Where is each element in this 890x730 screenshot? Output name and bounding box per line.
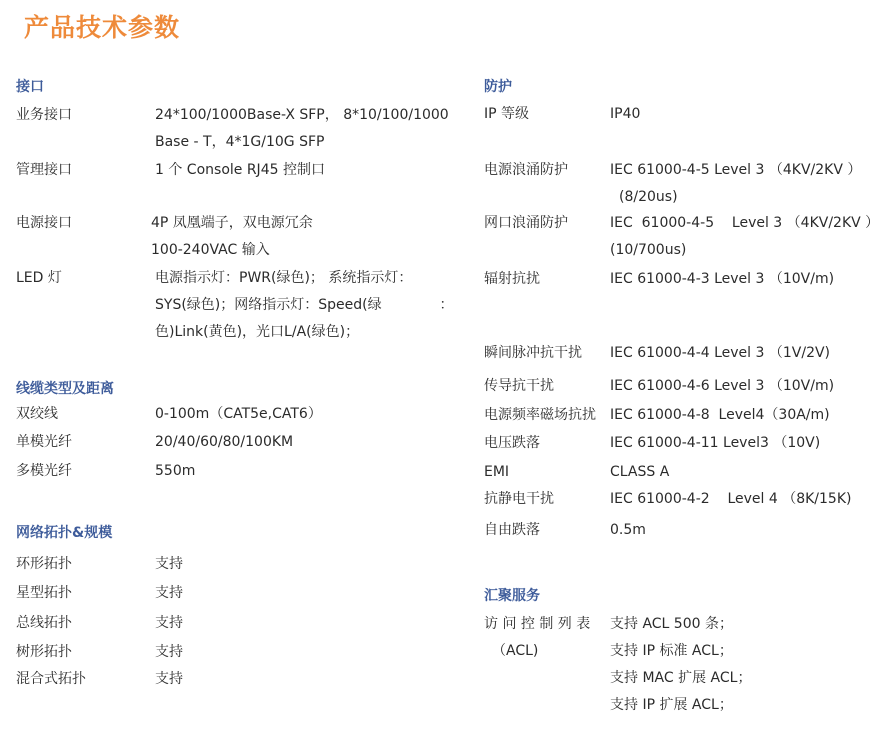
spec-value [610,430,890,457]
spec-value-line: 100-240VAC 输入 [151,242,270,258]
spec-value-line: 支持 IP 扩展 ACL； [610,697,733,713]
spec-label: EMI [484,464,510,480]
spec-label: 业务接口 [16,107,72,123]
spec-value-line: 色)Link(黄色)，光口L/A(绿色)； [155,324,360,340]
spec-value-line: IEC 61000-4-6 Level 3 （10V/m) [610,378,835,394]
spec-label: 单模光纤 [16,434,72,450]
spec-label: 多模光纤 [16,463,72,479]
spec-value-line: IP40 [610,106,641,122]
section-title-cable: 线缆类型及距离 [16,381,114,397]
spec-label: 电源接口 [16,215,72,231]
spec-value-line: 支持 IP 标准 ACL； [610,643,733,659]
spec-value-line: IEC 61000-4-2 Level 4 （8K/15K) [610,491,852,507]
spec-value [610,611,890,719]
spec-value-line: 支持 [155,556,183,572]
spec-value-line: IEC 61000-4-8 Level4（30A/m) [610,407,830,423]
spec-value [610,210,890,264]
spec-value-line: 0.5m [610,522,646,538]
spec-value [610,373,890,400]
spec-label: 自由跌落 [484,522,540,538]
spec-value [155,610,460,637]
spec-label: 电源浪涌防护 [484,162,568,178]
spec-value [610,157,890,211]
spec-label: 传导抗干扰 [484,378,554,394]
spec-label: 管理接口 [16,162,72,178]
spec-value [155,429,460,456]
spec-value-line: IEC 61000-4-11 Level3 （10V) [610,435,821,451]
spec-value [155,157,460,184]
spec-label: 双绞线 [16,406,58,422]
spec-value-line: 4P 凤凰端子，双电源冗余 [151,215,313,231]
spec-value-line: IEC 61000-4-5 Level 3 （4KV/2KV ） [610,215,880,231]
spec-label: 辐射抗扰 [484,271,540,287]
spec-value [610,101,890,128]
spec-value [610,266,890,293]
spec-label: LED 灯 [16,270,62,286]
spec-value-line: 0-100m（CAT5e,CAT6） [155,406,322,422]
spec-value [610,459,890,486]
section-title-interface: 接口 [16,79,44,95]
spec-label: 总线拓扑 [16,615,72,631]
spec-value [151,210,456,264]
spec-value [155,580,460,607]
spec-value [155,639,460,666]
spec-value-line: 支持 [155,615,183,631]
spec-value-line: 1 个 Console RJ45 控制口 [155,162,325,178]
spec-value-line: 支持 ACL 500 条； [610,616,733,632]
section-title-protection: 防护 [484,79,512,95]
spec-label: 电源频率磁场抗扰 [484,407,596,423]
spec-label: 星型拓扑 [16,585,72,601]
page-title: 产品技术参数 [24,13,181,42]
spec-value-line: 电源指示灯：PWR(绿色)； 系统指示灯： [155,270,413,286]
spec-label-line: 访 问 控 制 列 表 [484,616,591,632]
spec-value-line: IEC 61000-4-5 Level 3 （4KV/2KV ） [610,162,862,178]
spec-value-line: Base - T，4*1G/10G SFP [155,134,325,150]
spec-value-line: 支持 [155,585,183,601]
section-title-service: 汇聚服务 [484,588,540,604]
spec-value [155,401,460,428]
spec-value-line: IEC 61000-4-4 Level 3 （1V/2V) [610,345,831,361]
spec-value-line: 550m [155,463,196,479]
spec-value [610,486,890,513]
spec-value-line: 24*100/1000Base-X SFP， 8*10/100/1000 [155,107,449,123]
spec-label-line: （ACL) [492,643,539,659]
spec-value-line: 支持 MAC 扩展 ACL； [610,670,752,686]
spec-value-line: IEC 61000-4-3 Level 3 （10V/m) [610,271,835,287]
spec-label: 瞬间脉冲抗干扰 [484,345,582,361]
spec-label: 环形拓扑 [16,556,72,572]
spec-value-line: 支持 [155,671,183,687]
spec-label: 混合式拓扑 [16,671,86,687]
spec-value-line: 支持 [155,644,183,660]
spec-value [155,458,460,485]
spec-value [155,551,460,578]
spec-value [155,666,460,693]
spec-label: 树形拓扑 [16,644,72,660]
spec-value-line: CLASS A [610,464,670,480]
spec-value-line: SYS(绿色)；网络指示灯：Speed(绿 ： [155,297,454,313]
spec-label: 抗静电干扰 [484,491,554,507]
spec-value [155,265,460,346]
spec-value [155,102,460,156]
spec-value-line: 20/40/60/80/100KM [155,434,294,450]
spec-value [610,340,890,367]
spec-label [484,611,590,665]
spec-value-line: (10/700us) [610,242,687,258]
spec-value [610,517,890,544]
spec-label: 网口浪涌防护 [484,215,568,231]
spec-label: IP 等级 [484,106,530,122]
spec-value-line: (8/20us) [619,189,678,205]
spec-value [610,402,890,429]
section-title-topology: 网络拓扑&规模 [16,525,113,541]
spec-label: 电压跌落 [484,435,540,451]
